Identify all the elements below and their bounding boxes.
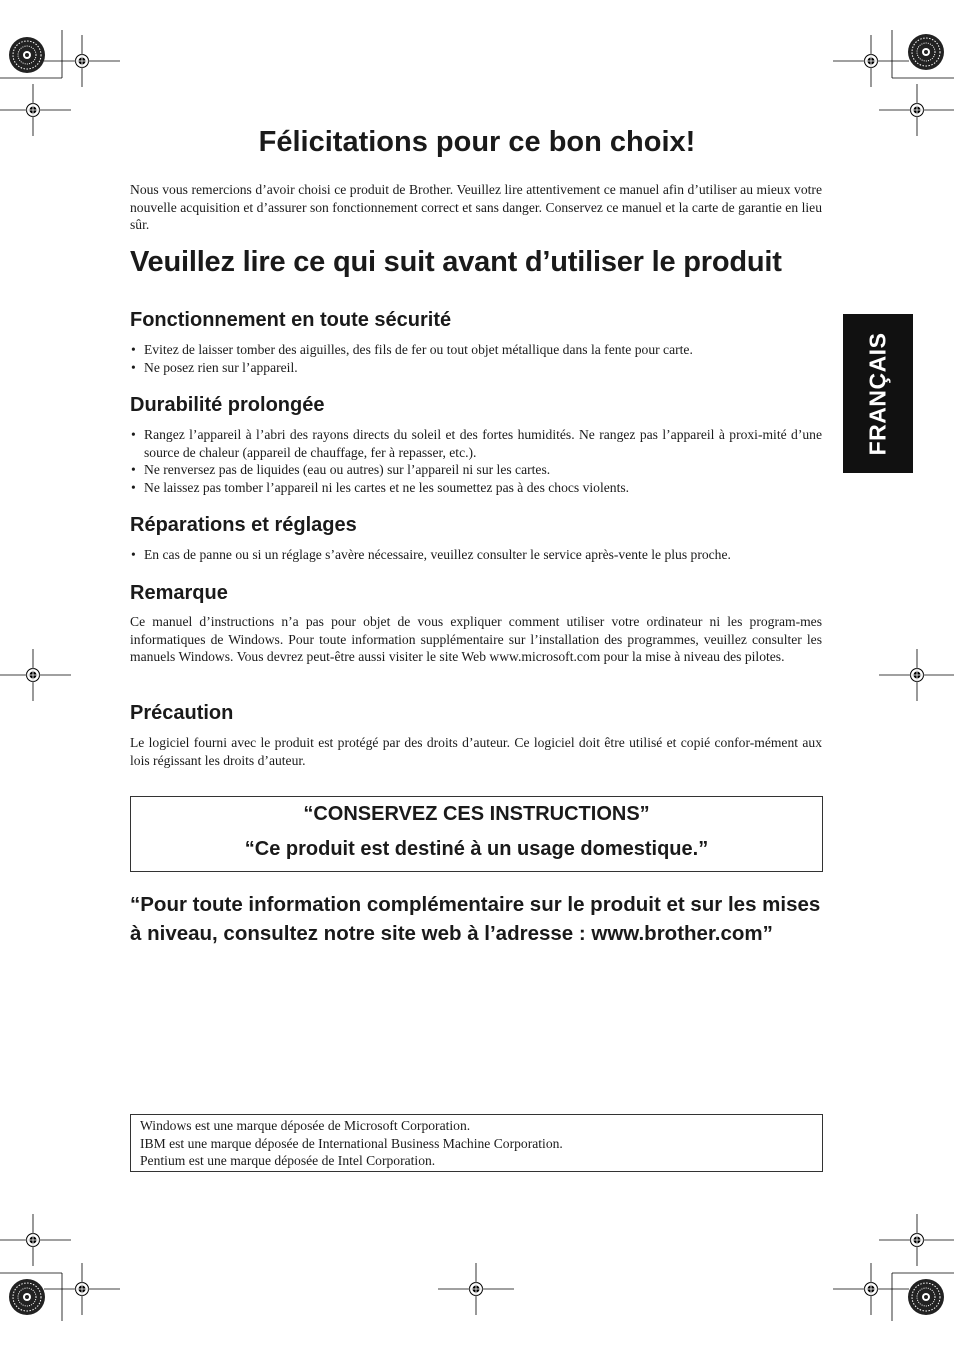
trademark-line: IBM est une marque déposée de International Business Machine Corporation. xyxy=(140,1135,563,1151)
heading-repairs: Réparations et réglages xyxy=(130,514,357,536)
list-item: • Ne posez rien sur l’appareil. xyxy=(130,359,822,377)
trademark-line: Windows est une marque déposée de Microsoft Corporation. xyxy=(140,1118,471,1133)
language-tab-label: FRANÇAIS xyxy=(864,332,891,455)
trademark-line: Pentium est une marque déposée de Intel Corporation. xyxy=(140,1153,436,1168)
list-item: • Ne renversez pas de liquides (eau ou autres) sur l’appareil ni sur les cartes. xyxy=(130,461,822,479)
heading-caution: Précaution xyxy=(130,702,234,724)
page-title: Félicitations pour ce bon choix! xyxy=(258,126,696,158)
closing-statement: “Pour toute information complémentaire sur le produit et sur les mises à niveau, consultez notre site web à l’adresse : www.brother.com” xyxy=(130,893,821,945)
heading-durability: Durabilité prolongée xyxy=(130,394,325,416)
list-item: • Rangez l’appareil à l’abri des rayons directs du soleil et des fortes humidités. Ne rangez pas l’appareil à proxi-mité d’une source de chaleur (appareil de chauffage, fer à repasser, etc.). xyxy=(130,426,822,461)
remark-paragraph: Ce manuel d’instructions n’a pas pour objet de vous expliquer comment utiliser votre ordinateur ni les program-mes informatiques de Windows. Pour toute information supplémentaire sur l’installation des programmes, veuillez consulter les manuels Windows. Vous devrez peut-être aussi visiter le site Web www.microsoft.com pour la mise à niveau des pilotes. xyxy=(130,614,822,664)
heading-safety: Fonctionnement en toute sécurité xyxy=(130,309,452,331)
list-item: • En cas de panne ou si un réglage s’avère nécessaire, veuillez consulter le service après-vente le plus proche. xyxy=(130,546,822,564)
safety-list xyxy=(130,341,822,376)
repairs-list xyxy=(130,546,822,564)
caution-paragraph: Le logiciel fourni avec le produit est protégé par des droits d’auteur. Ce logiciel doit être utilisé et copié confor-mément aux lois régissant les droits d’auteur. xyxy=(130,735,822,768)
durability-list xyxy=(130,426,822,496)
trademark-box xyxy=(130,1114,823,1172)
notice-line-keep-instructions: “CONSERVEZ CES INSTRUCTIONS” xyxy=(303,803,650,825)
list-item: • Evitez de laisser tomber des aiguilles, des fils de fer ou tout objet métallique dans la fente pour carte. xyxy=(130,341,822,359)
heading-remark: Remarque xyxy=(130,582,228,604)
intro-paragraph: Nous vous remercions d’avoir choisi ce produit de Brother. Veuillez lire attentivement ce manuel afin d’utiliser au mieux votre nouvelle acquisition et d’assurer son fonctionnement correct et sans danger. Conservez ce manuel et la carte de garantie en lieu sûr. xyxy=(130,182,822,232)
notice-line-domestic-use: “Ce produit est destiné à un usage domestique.” xyxy=(244,838,709,860)
list-item: • Ne laissez pas tomber l’appareil ni les cartes et ne les soumettez pas à des chocs violents. xyxy=(130,479,822,497)
section-title: Veuillez lire ce qui suit avant d’utiliser le produit xyxy=(130,246,782,278)
language-tab xyxy=(843,314,913,473)
notice-box xyxy=(130,796,823,872)
